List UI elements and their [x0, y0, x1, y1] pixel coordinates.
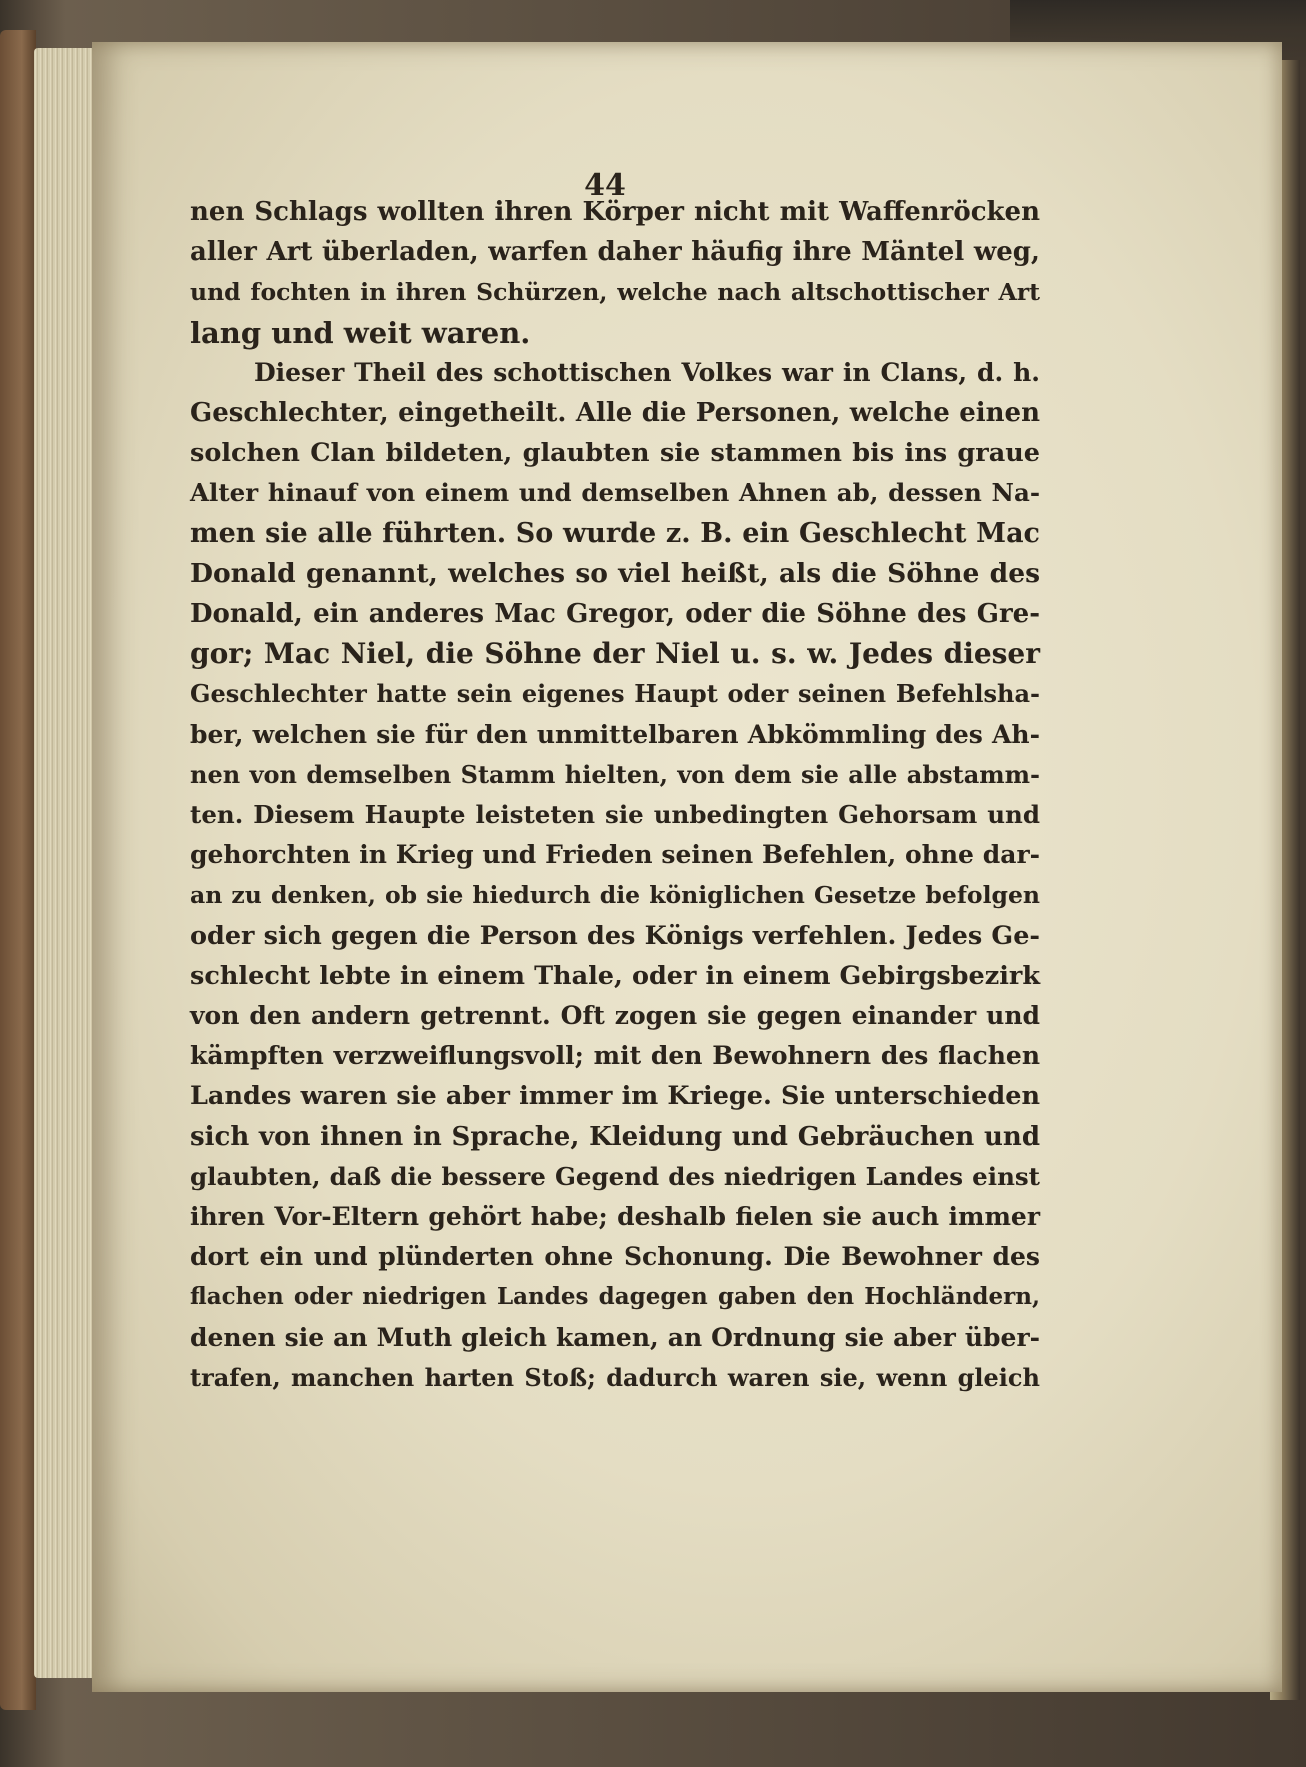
text-line: solchen Clan bildeten, glaubten sie stammen bis ins graue: [190, 438, 1040, 469]
text-line: sich von ihnen in Sprache, Kleidung und Gebräuchen und: [190, 1121, 1040, 1152]
text-line: an zu denken, ob sie hiedurch die königlichen Gesetze befolgen: [190, 881, 1040, 910]
text-line: ten. Diesem Haupte leisteten sie unbedingten Gehorsam und: [190, 800, 1040, 830]
text-line: kämpften verzweiflungsvoll; mit den Bewohnern des flachen: [190, 1041, 1040, 1071]
text-line: oder sich gegen die Person des Königs verfehlen. Jedes Ge-: [190, 920, 1040, 951]
page-stack-edges: [34, 48, 96, 1678]
text-line: gehorchten in Krieg und Frieden seinen Befehlen, ohne dar-: [190, 840, 1040, 870]
text-line: Donald genannt, welches so viel heißt, als die Söhne des: [190, 557, 1040, 589]
text-line: Geschlechter hatte sein eigenes Haupt oder seinen Befehlsha-: [190, 679, 1040, 709]
text-line: men sie alle führten. So wurde z. B. ein Geschlecht Mac: [190, 517, 1040, 549]
text-line: Alter hinauf von einem und demselben Ahnen ab, dessen Na-: [190, 478, 1040, 508]
text-line: ihren Vor-Eltern gehört habe; deshalb fielen sie auch immer: [190, 1202, 1040, 1232]
page-number: 44: [584, 168, 626, 203]
text-line: trafen, manchen harten Stoß; dadurch waren sie, wenn gleich: [190, 1362, 1040, 1392]
book-cover-edge: [0, 30, 36, 1710]
text-line: und fochten in ihren Schürzen, welche nach altschottischer Art: [190, 278, 1040, 307]
text-line: schlecht lebte in einem Thale, oder in einem Gebirgsbezirk: [190, 960, 1040, 991]
text-line: nen Schlags wollten ihren Körper nicht mit Waffenröcken: [190, 197, 1040, 227]
body-text: [190, 192, 1040, 1398]
text-line: Landes waren sie aber immer im Kriege. Sie unterschieden: [190, 1081, 1040, 1112]
text-line: von den andern getrennt. Oft zogen sie gegen einander und: [190, 1001, 1040, 1031]
text-line: flachen oder niedrigen Landes dagegen gaben den Hochländern,: [190, 1283, 1040, 1311]
text-line: Dieser Theil des schottischen Volkes war in Clans, d. h.: [254, 357, 1040, 387]
text-line: dort ein und plünderten ohne Schonung. Die Bewohner des: [190, 1242, 1040, 1272]
text-line: gor; Mac Niel, die Söhne der Niel u. s. w. Jedes dieser: [190, 637, 1040, 671]
text-line: lang und weit waren.: [190, 315, 531, 350]
text-line: Donald, ein anderes Mac Gregor, oder die Söhne des Gre-: [190, 599, 1040, 630]
text-line: glaubten, daß die bessere Gegend des niedrigen Landes einst: [190, 1161, 1040, 1191]
text-line: denen sie an Muth gleich kamen, an Ordnung sie aber über-: [190, 1322, 1040, 1352]
text-line: aller Art überladen, warfen daher häufig ihre Mäntel weg,: [190, 237, 1040, 268]
text-line: Geschlechter, eingetheilt. Alle die Personen, welche einen: [190, 398, 1040, 429]
text-line: nen von demselben Stamm hielten, von dem sie alle abstamm-: [190, 759, 1040, 789]
text-line: ber, welchen sie für den unmittelbaren Abkömmling des Ah-: [190, 719, 1040, 749]
